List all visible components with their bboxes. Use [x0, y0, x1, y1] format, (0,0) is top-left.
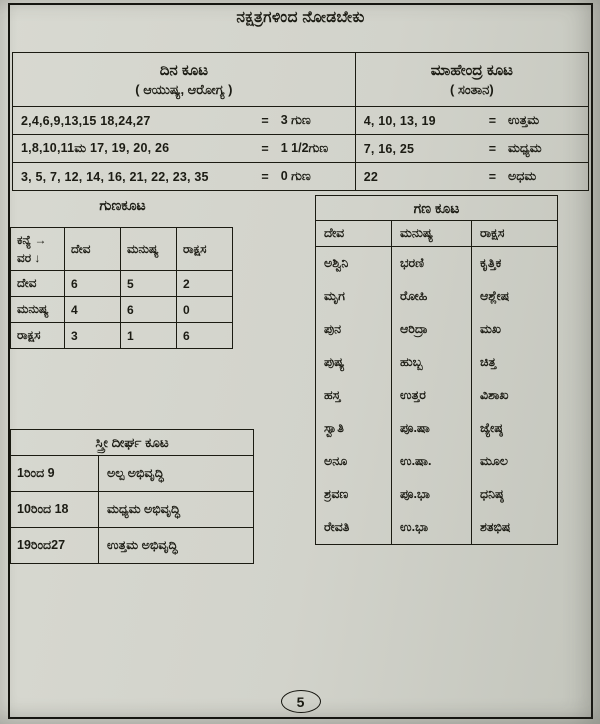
- guna-value: 1: [121, 323, 177, 349]
- mahendra-numbers: 22: [363, 169, 379, 184]
- gana-kuta-grid: [316, 221, 557, 544]
- table-row: [11, 492, 253, 528]
- mahendra-result: ಉತ್ತಮ: [508, 113, 540, 127]
- mahendra-numbers: 7, 16, 25: [363, 141, 415, 156]
- guna-value: 2: [177, 271, 233, 297]
- gana-kuta-table: [315, 195, 558, 545]
- nakshatra-cell: ಮೃಗ: [324, 289, 345, 303]
- equals-sign: =: [488, 169, 496, 184]
- nakshatra-cell: ಪುಷ್ಯ: [324, 355, 345, 369]
- dina-numbers: 2,4,6,9,13,15 18,24,27: [21, 113, 151, 128]
- nakshatra-cell: ಶತಭಿಷ: [471, 511, 557, 544]
- nakshatra-cell: ಉ.ಭಾ: [391, 511, 471, 544]
- nakshatra-cell: ಹಸ್ತ: [324, 388, 341, 402]
- result-cell: ಮಧ್ಯಮ ಅಭಿವೃದ್ಧಿ: [107, 502, 181, 516]
- dina-kuta-header: [13, 53, 356, 107]
- page-number-badge: 5: [281, 690, 321, 713]
- column-header: ಮನುಷ್ಯ: [121, 228, 177, 271]
- nakshatra-cell: ಜ್ಯೇಷ್ಠ: [471, 412, 557, 445]
- equals-sign: =: [488, 141, 496, 156]
- column-header: ಮನುಷ್ಯ: [391, 221, 471, 247]
- nakshatra-cell: ಪುನ: [324, 322, 342, 336]
- nakshatra-cell: ಉ.ಷಾ.: [391, 445, 471, 478]
- equals-sign: =: [261, 141, 269, 156]
- mahendra-kuta-subtitle: ( ಸಂತಾನ): [450, 81, 494, 97]
- guna-value: 6: [177, 323, 233, 349]
- table-row: [13, 135, 589, 163]
- nakshatra-cell: ಆರಿದ್ರಾ: [391, 313, 471, 346]
- dina-mahendra-kuta-table: [12, 52, 589, 191]
- table-row: [11, 528, 253, 563]
- result-cell: ಅಲ್ಪ ಅಭಿವೃದ್ಧಿ: [107, 466, 164, 480]
- table-row: [13, 163, 589, 191]
- result-cell: ಉತ್ತಮ ಅಭಿವೃದ್ಧಿ: [107, 538, 178, 552]
- stri-dirgha-kuta-title: ಸ್ತ್ರೀ ದೀರ್ಘ ಕೂಟ: [11, 430, 253, 456]
- guna-value: 0: [177, 297, 233, 323]
- nakshatra-cell: ಪೂ.ಭಾ: [391, 478, 471, 511]
- nakshatra-cell: ರೋಹಿ: [391, 280, 471, 313]
- stri-dirgha-kuta-table: [10, 429, 254, 564]
- row-header: ರಾಕ್ಷಸ: [11, 323, 65, 349]
- guna-kuta-table: [10, 227, 233, 349]
- guna-value: 6: [121, 297, 177, 323]
- table-row: [13, 107, 589, 135]
- row-header: ಮನುಷ್ಯ: [11, 297, 65, 323]
- dina-result: 1 1/2ಗುಣ: [280, 141, 329, 155]
- row-header: ದೇವ: [11, 271, 65, 297]
- dina-numbers: 1,8,10,11ಮ 17, 19, 20, 26: [21, 141, 170, 155]
- mahendra-kuta-header: [355, 53, 588, 107]
- mahendra-numbers: 4, 10, 13, 19: [363, 113, 436, 128]
- table-row: [11, 271, 233, 297]
- column-header: ರಾಕ್ಷಸ: [471, 221, 557, 247]
- guna-value: 5: [121, 271, 177, 297]
- nakshatra-cell: ಹುಬ್ಬ: [391, 346, 471, 379]
- mahendra-kuta-title: ಮಾಹೇಂದ್ರ ಕೂಟ: [430, 61, 513, 79]
- nakshatra-cell: ವಿಶಾಖ: [471, 379, 557, 412]
- nakshatra-cell: ಭರಣಿ: [391, 247, 471, 280]
- page-title: ನಕ್ಷತ್ರಗಳಿಂದ ನೋಡಬೇಕು: [236, 9, 365, 26]
- dina-result: 0 ಗುಣ: [280, 169, 311, 183]
- table-header-row: [11, 228, 233, 271]
- nakshatra-cell: ಚಿತ್ತ: [471, 346, 557, 379]
- mahendra-result: ಮಧ್ಯಮ: [508, 141, 542, 155]
- table-row: [11, 456, 253, 492]
- range-cell: 10ರಿಂದ 18: [11, 492, 99, 527]
- nakshatra-cell: ಕೃತ್ತಿಕ: [471, 247, 557, 280]
- equals-sign: =: [261, 169, 269, 184]
- guna-kuta-corner-cell: [11, 228, 65, 271]
- nakshatra-cell: ಸ್ವಾತಿ: [324, 421, 344, 435]
- nakshatra-cell: ಮೂಲ: [471, 445, 557, 478]
- range-cell: 19ರಿಂದ27: [11, 528, 99, 563]
- range-cell: 1ರಿಂದ 9: [11, 456, 99, 491]
- nakshatra-cell: ಉತ್ತರ: [391, 379, 471, 412]
- corner-groom-label: ವರ ↓: [17, 251, 41, 265]
- table-header-row: [13, 53, 589, 107]
- guna-value: 6: [65, 271, 121, 297]
- nakshatra-cell: ಪೂ.ಷಾ: [391, 412, 471, 445]
- dina-result: 3 ಗುಣ: [280, 113, 311, 127]
- guna-value: 4: [65, 297, 121, 323]
- nakshatra-cell: ಆಶ್ಲೇಷ: [471, 280, 557, 313]
- equals-sign: =: [488, 113, 496, 128]
- dina-kuta-subtitle: ( ಆಯುಷ್ಯ, ಆರೋಗ್ಯ ): [135, 81, 233, 97]
- equals-sign: =: [261, 113, 269, 128]
- nakshatra-cell: ಧನಿಷ್ಠ: [471, 478, 557, 511]
- nakshatra-cell: ಶ್ರವಣ: [324, 487, 349, 501]
- nakshatra-cell: ರೇವತಿ: [324, 520, 350, 534]
- nakshatra-cell: ಮಖ: [471, 313, 557, 346]
- guna-value: 3: [65, 323, 121, 349]
- nakshatra-cell: ಅಶ್ವಿನಿ: [324, 256, 349, 270]
- guna-kuta-title: ಗುಣಕೂಟ: [99, 197, 146, 213]
- page-border-frame: [8, 3, 593, 719]
- nakshatra-cell: ಅನೂ: [324, 454, 348, 468]
- table-row: [11, 323, 233, 349]
- column-header: ರಾಕ್ಷಸ: [177, 228, 233, 271]
- column-header: ದೇವ: [65, 228, 121, 271]
- corner-bride-label: ಕನ್ಯೆ →: [17, 233, 47, 247]
- table-row: [11, 297, 233, 323]
- dina-numbers: 3, 5, 7, 12, 14, 16, 21, 22, 23, 35: [21, 169, 209, 184]
- gana-kuta-title: ಗಣ ಕೂಟ: [316, 196, 557, 221]
- dina-kuta-title: ದಿನ ಕೂಟ: [159, 61, 209, 79]
- column-header: ದೇವ: [316, 221, 391, 247]
- mahendra-result: ಅಧಮ: [508, 169, 537, 183]
